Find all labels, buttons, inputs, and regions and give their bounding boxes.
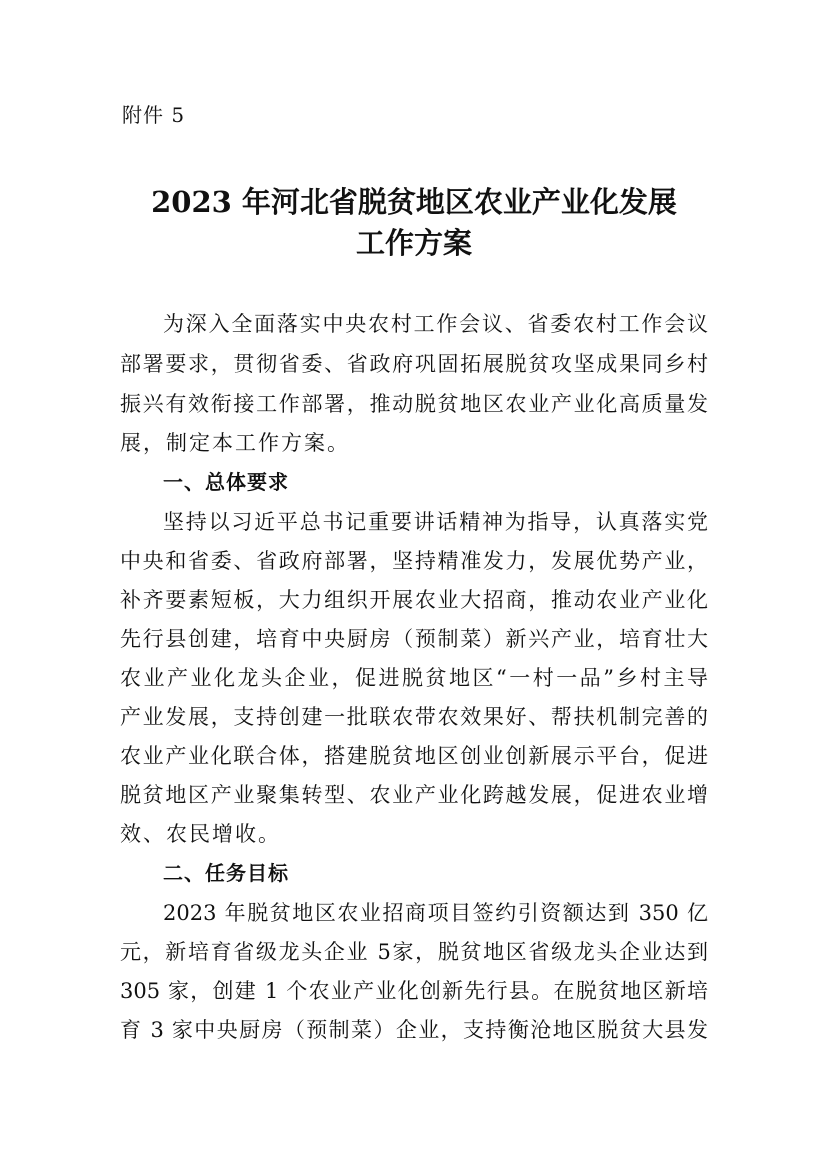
section2-line: 育 3 家中央厨房（预制菜）企业，支持衡沧地区脱贫大县发	[120, 1018, 708, 1042]
section1-line: 补齐要素短板，大力组织开展农业大招商，推动农业产业化	[120, 588, 708, 612]
intro-line: 部署要求，贯彻省委、省政府巩固拓展脱贫攻坚成果同乡村	[120, 352, 708, 376]
attachment-label: 附件 5	[122, 103, 186, 127]
section2-line: 2023 年脱贫地区农业招商项目签约引资额达到 350 亿	[163, 901, 708, 925]
section1-line: 先行县创建，培育中央厨房（预制菜）新兴产业，培育壮大	[120, 627, 708, 651]
section2-line: 元，新培育省级龙头企业 5家，脱贫地区省级龙头企业达到	[120, 940, 708, 964]
document-title-line-2: 工作方案	[355, 226, 472, 260]
section1-line: 农业产业化龙头企业，促进脱贫地区“一村一品”乡村主导	[120, 666, 708, 690]
section2-line: 305 家，创建 1 个农业产业化创新先行县。在脱贫地区新培	[120, 979, 708, 1003]
section1-line: 脱贫地区产业聚集转型、农业产业化跨越发展，促进农业增	[120, 783, 708, 807]
intro-line: 振兴有效衔接工作部署，推动脱贫地区农业产业化高质量发	[120, 392, 708, 416]
intro-line: 为深入全面落实中央农村工作会议、省委农村工作会议	[163, 312, 708, 336]
section1-line: 农业产业化联合体，搭建脱贫地区创业创新展示平台，促进	[120, 744, 708, 768]
section1-line: 中央和省委、省政府部署，坚持精准发力，发展优势产业，	[120, 549, 708, 573]
section1-line: 产业发展，支持创建一批联农带农效果好、帮扶机制完善的	[120, 705, 708, 729]
section1-line: 坚持以习近平总书记重要讲话精神为指导，认真落实党	[163, 510, 708, 534]
section1-line: 效、农民增收。	[120, 822, 281, 846]
intro-line: 展，制定本工作方案。	[120, 431, 350, 455]
section-heading-task-targets: 二、任务目标	[163, 861, 289, 885]
section-heading-overall-requirements: 一、总体要求	[163, 470, 289, 494]
document-title-line-1: 2023 年河北省脱贫地区农业产业化发展	[151, 185, 677, 219]
